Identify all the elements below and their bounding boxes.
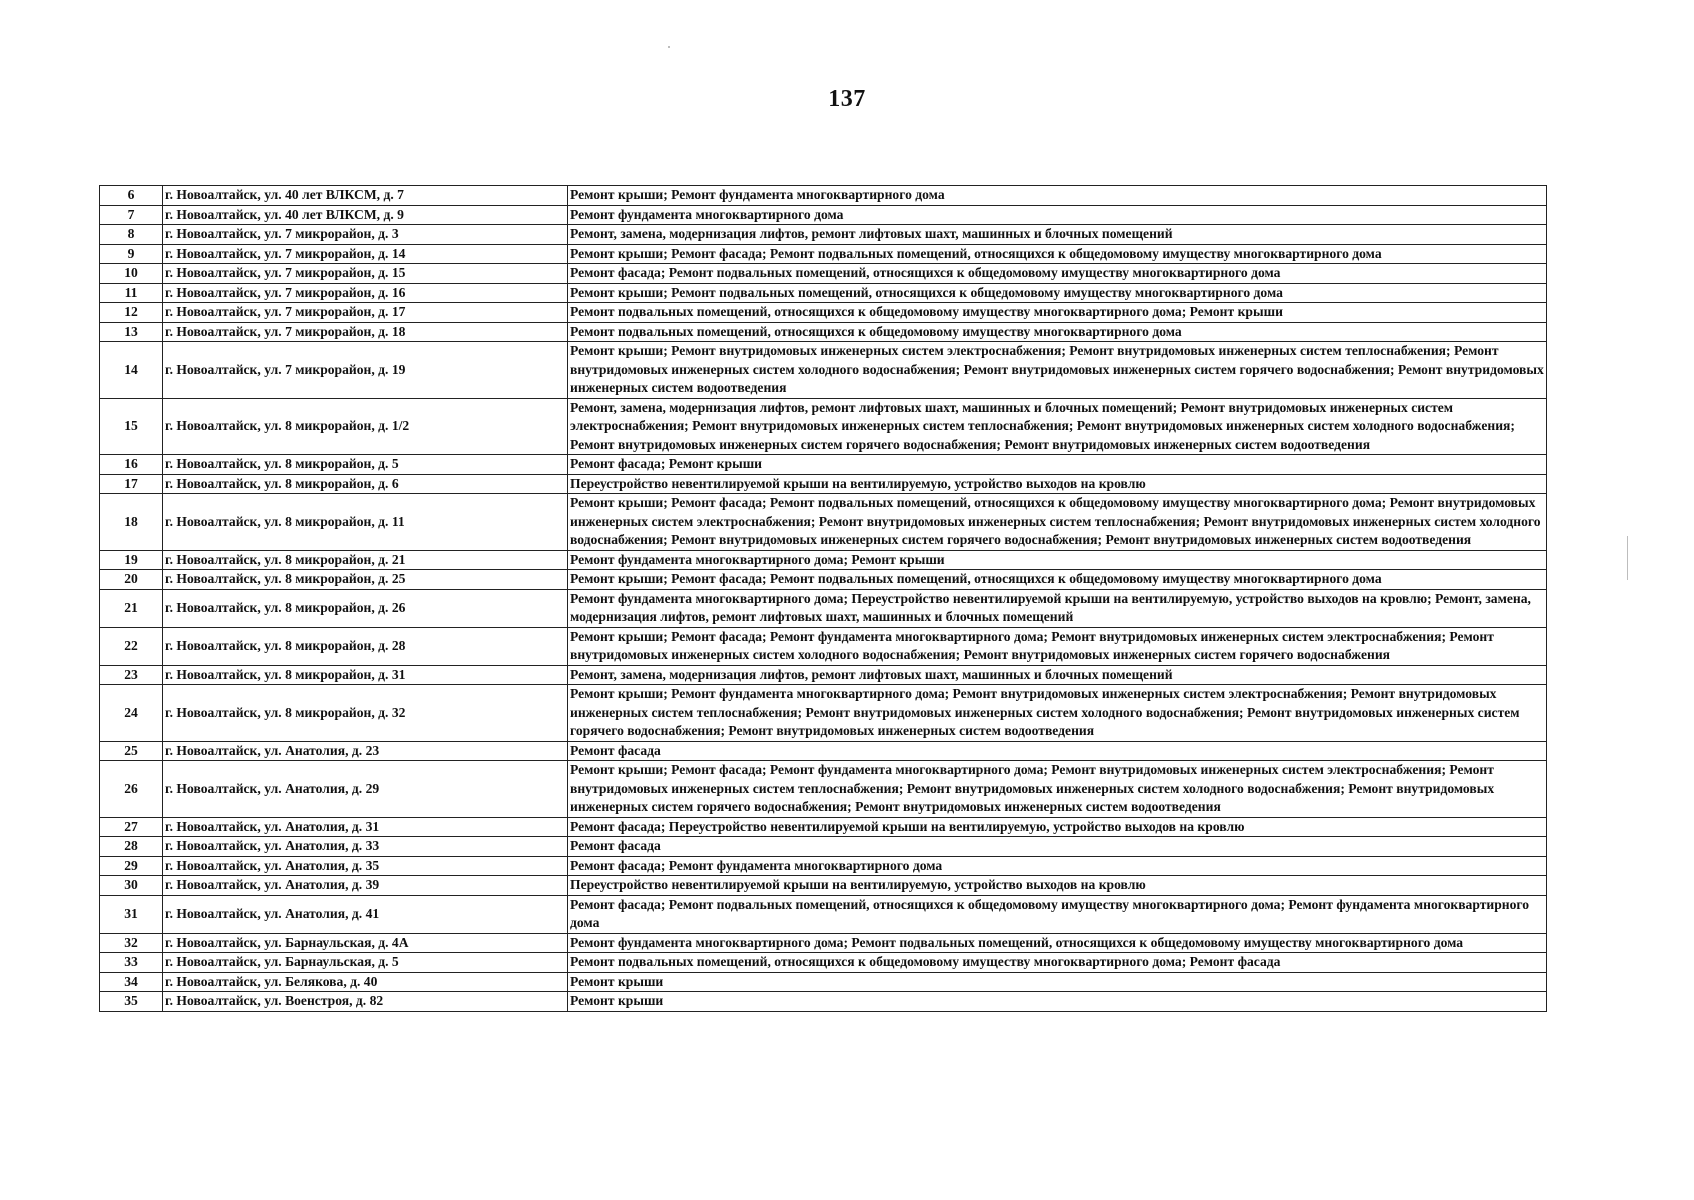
row-number: 20 xyxy=(100,570,163,590)
table-row xyxy=(100,342,1547,399)
table-row xyxy=(100,627,1547,665)
address-cell: г. Новоалтайск, ул. 8 микрорайон, д. 32 xyxy=(163,685,568,742)
row-number: 19 xyxy=(100,550,163,570)
row-number: 32 xyxy=(100,933,163,953)
table-row xyxy=(100,550,1547,570)
row-number: 15 xyxy=(100,398,163,455)
works-cell: Ремонт крыши; Ремонт фасада; Ремонт фундамента многоквартирного дома; Ремонт внутридомовых инженерных систем электроснабжения; Ремонт внутридомовых инженерных систем теплоснабжения; Ремонт внутридомовых инженерных систем холодного водоснабжения; Ремонт внутридомовых инженерных систем горячего водоснабжения; Ремонт внутридомовых инженерных систем водоотведения xyxy=(568,761,1547,818)
works-cell: Ремонт крыши; Ремонт фундамента многоквартирного дома; Ремонт внутридомовых инженерных систем электроснабжения; Ремонт внутридомовых инженерных систем теплоснабжения; Ремонт внутридомовых инженерных систем холодного водоснабжения; Ремонт внутридомовых инженерных систем горячего водоснабжения; Ремонт внутридомовых инженерных систем водоотведения xyxy=(568,685,1547,742)
row-number: 13 xyxy=(100,322,163,342)
row-number: 21 xyxy=(100,589,163,627)
address-cell: г. Новоалтайск, ул. Анатолия, д. 33 xyxy=(163,837,568,857)
address-cell: г. Новоалтайск, ул. Анатолия, д. 41 xyxy=(163,895,568,933)
table-row xyxy=(100,992,1547,1012)
address-cell: г. Новоалтайск, ул. 7 микрорайон, д. 18 xyxy=(163,322,568,342)
works-cell: Переустройство невентилируемой крыши на вентилируемую, устройство выходов на кровлю xyxy=(568,474,1547,494)
address-cell: г. Новоалтайск, ул. 40 лет ВЛКСМ, д. 9 xyxy=(163,205,568,225)
table-row xyxy=(100,933,1547,953)
address-cell: г. Новоалтайск, ул. 8 микрорайон, д. 6 xyxy=(163,474,568,494)
address-cell: г. Новоалтайск, ул. 8 микрорайон, д. 5 xyxy=(163,455,568,475)
row-number: 18 xyxy=(100,494,163,551)
row-number: 26 xyxy=(100,761,163,818)
works-cell: Ремонт фундамента многоквартирного дома; Ремонт крыши xyxy=(568,550,1547,570)
address-cell: г. Новоалтайск, ул. 7 микрорайон, д. 3 xyxy=(163,225,568,245)
works-cell: Ремонт фасада; Ремонт крыши xyxy=(568,455,1547,475)
table-row xyxy=(100,186,1547,206)
works-cell: Ремонт подвальных помещений, относящихся к общедомовому имуществу многоквартирного дома; Ремонт фасада xyxy=(568,953,1547,973)
row-number: 14 xyxy=(100,342,163,399)
table-row xyxy=(100,741,1547,761)
row-number: 34 xyxy=(100,972,163,992)
address-cell: г. Новоалтайск, ул. 7 микрорайон, д. 16 xyxy=(163,283,568,303)
table-row xyxy=(100,761,1547,818)
row-number: 9 xyxy=(100,244,163,264)
address-cell: г. Новоалтайск, ул. Анатолия, д. 29 xyxy=(163,761,568,818)
address-cell: г. Новоалтайск, ул. 7 микрорайон, д. 19 xyxy=(163,342,568,399)
works-cell: Ремонт фасада xyxy=(568,837,1547,857)
works-cell: Ремонт крыши; Ремонт фасада; Ремонт фундамента многоквартирного дома; Ремонт внутридомовых инженерных систем электроснабжения; Ремонт внутридомовых инженерных систем холодного водоснабжения; Ремонт внутридомовых инженерных систем горячего водоснабжения xyxy=(568,627,1547,665)
row-number: 23 xyxy=(100,665,163,685)
address-cell: г. Новоалтайск, ул. Барнаульская, д. 4А xyxy=(163,933,568,953)
works-cell: Ремонт крыши; Ремонт фасада; Ремонт подвальных помещений, относящихся к общедомовому имуществу многоквартирного дома; Ремонт внутридомовых инженерных систем электроснабжения; Ремонт внутридомовых инженерных систем теплоснабжения; Ремонт внутридомовых инженерных систем холодного водоснабжения; Ремонт внутридомовых инженерных систем горячего водоснабжения; Ремонт внутридомовых инженерных систем водоотведения xyxy=(568,494,1547,551)
row-number: 25 xyxy=(100,741,163,761)
table-row xyxy=(100,837,1547,857)
table-row xyxy=(100,817,1547,837)
address-cell: г. Новоалтайск, ул. 7 микрорайон, д. 15 xyxy=(163,264,568,284)
address-cell: г. Новоалтайск, ул. Анатолия, д. 23 xyxy=(163,741,568,761)
table-row xyxy=(100,953,1547,973)
table-row xyxy=(100,225,1547,245)
works-cell: Ремонт крыши; Ремонт фасада; Ремонт подвальных помещений, относящихся к общедомовому имуществу многоквартирного дома xyxy=(568,570,1547,590)
row-number: 33 xyxy=(100,953,163,973)
works-cell: Ремонт, замена, модернизация лифтов, ремонт лифтовых шахт, машинных и блочных помещений xyxy=(568,225,1547,245)
works-cell: Ремонт, замена, модернизация лифтов, ремонт лифтовых шахт, машинных и блочных помещений; Ремонт внутридомовых инженерных систем электроснабжения; Ремонт внутридомовых инженерных систем теплоснабжения; Ремонт внутридомовых инженерных систем холодного водоснабжения; Ремонт внутридомовых инженерных систем горячего водоснабжения; Ремонт внутридомовых инженерных систем водоотведения xyxy=(568,398,1547,455)
works-cell: Ремонт фасада; Переустройство невентилируемой крыши на вентилируемую, устройство выходов на кровлю xyxy=(568,817,1547,837)
address-cell: г. Новоалтайск, ул. 8 микрорайон, д. 11 xyxy=(163,494,568,551)
row-number: 12 xyxy=(100,303,163,323)
address-cell: г. Новоалтайск, ул. Анатолия, д. 39 xyxy=(163,876,568,896)
works-cell: Ремонт крыши xyxy=(568,972,1547,992)
table-row xyxy=(100,474,1547,494)
row-number: 6 xyxy=(100,186,163,206)
row-number: 24 xyxy=(100,685,163,742)
table-row xyxy=(100,876,1547,896)
address-cell: г. Новоалтайск, ул. 8 микрорайон, д. 25 xyxy=(163,570,568,590)
row-number: 31 xyxy=(100,895,163,933)
row-number: 35 xyxy=(100,992,163,1012)
works-table-body xyxy=(100,186,1547,1012)
works-cell: Ремонт фасада; Ремонт подвальных помещений, относящихся к общедомовому имуществу многоквартирного дома xyxy=(568,264,1547,284)
works-cell: Ремонт фундамента многоквартирного дома; Переустройство невентилируемой крыши на вентилируемую, устройство выходов на кровлю; Ремонт, замена, модернизация лифтов, ремонт лифтовых шахт, машинных и блочных помещений xyxy=(568,589,1547,627)
works-cell: Ремонт, замена, модернизация лифтов, ремонт лифтовых шахт, машинных и блочных помещений xyxy=(568,665,1547,685)
table-row xyxy=(100,895,1547,933)
works-cell: Ремонт крыши xyxy=(568,992,1547,1012)
works-cell: Ремонт фасада xyxy=(568,741,1547,761)
table-row xyxy=(100,244,1547,264)
table-row xyxy=(100,589,1547,627)
table-row xyxy=(100,665,1547,685)
row-number: 10 xyxy=(100,264,163,284)
scan-speck xyxy=(668,46,670,48)
table-row xyxy=(100,570,1547,590)
table-row xyxy=(100,283,1547,303)
address-cell: г. Новоалтайск, ул. 8 микрорайон, д. 21 xyxy=(163,550,568,570)
address-cell: г. Новоалтайск, ул. 7 микрорайон, д. 17 xyxy=(163,303,568,323)
row-number: 17 xyxy=(100,474,163,494)
address-cell: г. Новоалтайск, ул. 8 микрорайон, д. 28 xyxy=(163,627,568,665)
address-cell: г. Новоалтайск, ул. 7 микрорайон, д. 14 xyxy=(163,244,568,264)
address-cell: г. Новоалтайск, ул. Анатолия, д. 35 xyxy=(163,856,568,876)
address-cell: г. Новоалтайск, ул. 8 микрорайон, д. 26 xyxy=(163,589,568,627)
row-number: 28 xyxy=(100,837,163,857)
table-row xyxy=(100,322,1547,342)
works-cell: Ремонт крыши; Ремонт фасада; Ремонт подвальных помещений, относящихся к общедомовому имуществу многоквартирного дома xyxy=(568,244,1547,264)
page-number: 137 xyxy=(828,86,866,112)
scan-margin-mark xyxy=(1627,536,1628,580)
table-row xyxy=(100,685,1547,742)
row-number: 8 xyxy=(100,225,163,245)
works-cell: Ремонт фасада; Ремонт фундамента многоквартирного дома xyxy=(568,856,1547,876)
address-cell: г. Новоалтайск, ул. Барнаульская, д. 5 xyxy=(163,953,568,973)
works-cell: Ремонт фундамента многоквартирного дома; Ремонт подвальных помещений, относящихся к общедомовому имуществу многоквартирного дома xyxy=(568,933,1547,953)
works-cell: Переустройство невентилируемой крыши на вентилируемую, устройство выходов на кровлю xyxy=(568,876,1547,896)
row-number: 11 xyxy=(100,283,163,303)
table-row xyxy=(100,455,1547,475)
row-number: 27 xyxy=(100,817,163,837)
address-cell: г. Новоалтайск, ул. 8 микрорайон, д. 1/2 xyxy=(163,398,568,455)
table-row xyxy=(100,205,1547,225)
table-row xyxy=(100,398,1547,455)
works-table xyxy=(99,185,1547,1012)
row-number: 22 xyxy=(100,627,163,665)
address-cell: г. Новоалтайск, ул. Военстроя, д. 82 xyxy=(163,992,568,1012)
address-cell: г. Новоалтайск, ул. Белякова, д. 40 xyxy=(163,972,568,992)
table-row xyxy=(100,856,1547,876)
works-cell: Ремонт крыши; Ремонт подвальных помещений, относящихся к общедомовому имуществу многоквартирного дома xyxy=(568,283,1547,303)
works-cell: Ремонт подвальных помещений, относящихся к общедомовому имуществу многоквартирного дома; Ремонт крыши xyxy=(568,303,1547,323)
row-number: 7 xyxy=(100,205,163,225)
table-row xyxy=(100,494,1547,551)
works-cell: Ремонт фундамента многоквартирного дома xyxy=(568,205,1547,225)
row-number: 16 xyxy=(100,455,163,475)
address-cell: г. Новоалтайск, ул. 40 лет ВЛКСМ, д. 7 xyxy=(163,186,568,206)
table-row xyxy=(100,972,1547,992)
table-row xyxy=(100,303,1547,323)
address-cell: г. Новоалтайск, ул. 8 микрорайон, д. 31 xyxy=(163,665,568,685)
table-row xyxy=(100,264,1547,284)
row-number: 29 xyxy=(100,856,163,876)
works-cell: Ремонт фасада; Ремонт подвальных помещений, относящихся к общедомовому имуществу многоквартирного дома; Ремонт фундамента многоквартирного дома xyxy=(568,895,1547,933)
works-cell: Ремонт подвальных помещений, относящихся к общедомовому имуществу многоквартирного дома xyxy=(568,322,1547,342)
address-cell: г. Новоалтайск, ул. Анатолия, д. 31 xyxy=(163,817,568,837)
works-cell: Ремонт крыши; Ремонт внутридомовых инженерных систем электроснабжения; Ремонт внутридомовых инженерных систем теплоснабжения; Ремонт внутридомовых инженерных систем холодного водоснабжения; Ремонт внутридомовых инженерных систем горячего водоснабжения; Ремонт внутридомовых инженерных систем водоотведения xyxy=(568,342,1547,399)
row-number: 30 xyxy=(100,876,163,896)
works-cell: Ремонт крыши; Ремонт фундамента многоквартирного дома xyxy=(568,186,1547,206)
